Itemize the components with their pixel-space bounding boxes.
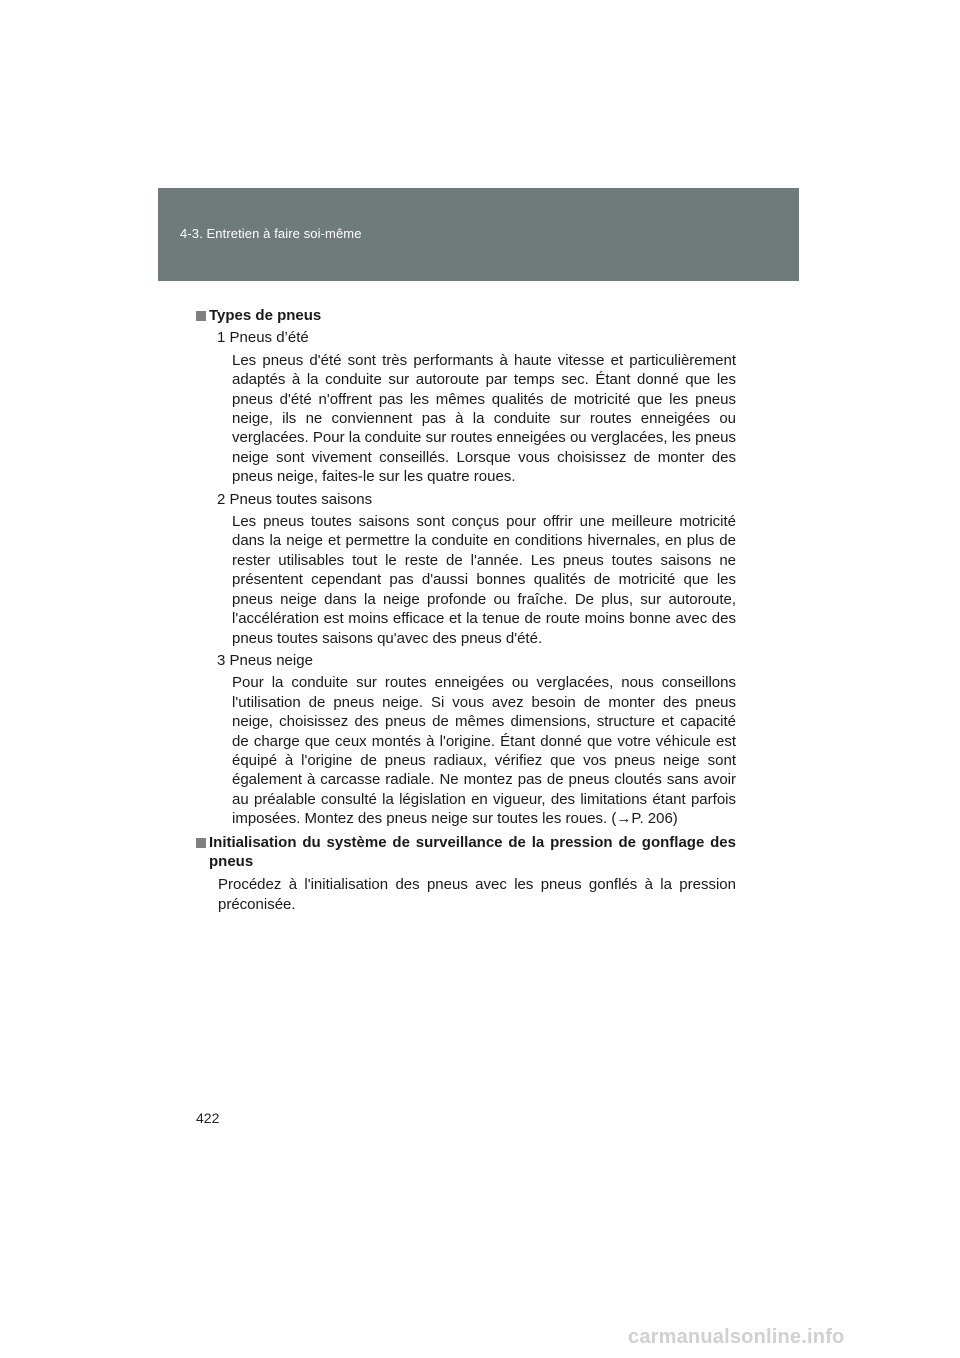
chapter-header-band (158, 188, 799, 281)
watermark-text: carmanualsonline.info (628, 1326, 845, 1348)
item-title-all-season-tires: 2 Pneus toutes saisons (217, 490, 373, 508)
section-heading-text: Initialisation du système de surveillance de la pression de gonflage des pneus (209, 833, 736, 870)
paragraph-tpms-init: Procédez à l'initialisation des pneus avec les pneus gonflés à la pression préconisée. (218, 876, 736, 913)
chapter-title: 4-3. Entretien à faire soi-même (180, 226, 362, 241)
section-heading-tire-types (196, 306, 736, 325)
item-title-summer-tires: 1 Pneus d’été (217, 329, 309, 347)
section-heading-tpms-init (196, 833, 736, 872)
page-content (196, 306, 736, 914)
square-bullet-icon (196, 838, 206, 848)
paragraph-summer-tires: Les pneus d'été sont très performants à haute vitesse et particulièrement adaptés à la conduite sur autoroute par temps sec. Étant donné que les pneus d'été n'offrent pas les mêmes qualités de motricité que les pneus neige, ils ne conviennent pas à la conduite sur routes enneigées ou verglacées. Pour la conduite sur routes enneigées ou verglacées, les pneus neige sont vivement conseillés. Lorsque vous choisissez de monter des pneus neige, faites-le sur les quatre roues. (232, 351, 736, 486)
paragraph-all-season-tires: Les pneus toutes saisons sont conçus pour offrir une meilleure motricité dans la neige et permettre la conduite en conditions hivernales, en plus de rester utilisables tout le reste de l'année. Les pneus toutes saisons ne présentent cependant pas d'aussi bonnes qualités de motricité que les pneus neige dans la neige profonde ou fraîche. De plus, sur autoroute, l'accélération est moins efficace et la tenue de route moins bonne avec des pneus toutes saisons qu'avec des pneus d'été. (232, 513, 736, 647)
item-title-snow-tires: 3 Pneus neige (217, 651, 313, 669)
square-bullet-icon (196, 311, 206, 321)
paragraph-snow-tires: Pour la conduite sur routes enneigées ou verglacées, nous conseillons l'utilisation de pneus neige. Si vous avez besoin de monter des pneus neige, choisissez des pneus de mêmes dimensions, structure et capacité de charge que ceux montés à l'origine. Étant donné que votre véhicule est équipé à l'origine de pneus radiaux, vérifiez que vos pneus neige sont également à carcasse radiale. Ne montez pas de pneus cloutés sans avoir au préalable consulté la législation en vigueur, des limitations étant parfois imposées. Montez des pneus neige sur toutes les roues. (→P. 206) (232, 674, 736, 828)
section-heading-text: Types de pneus (209, 307, 322, 324)
page-number: 422 (196, 1110, 220, 1126)
